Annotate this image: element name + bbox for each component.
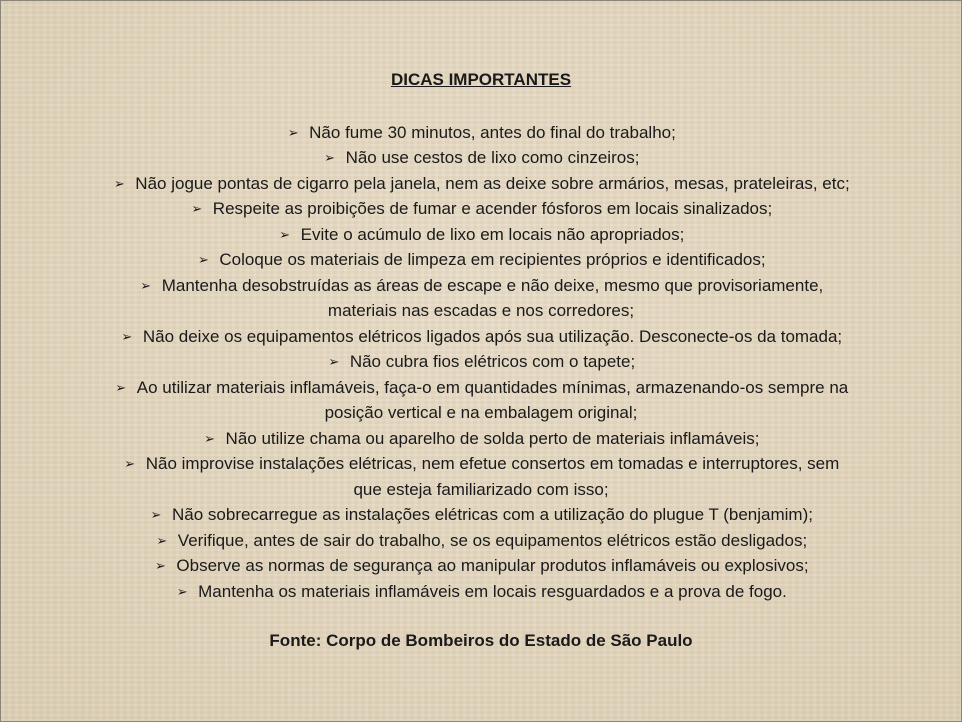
tip-item [41,247,921,273]
arrow-bullet-icon: ➢ [204,430,215,446]
arrow-bullet-icon: ➢ [150,507,162,522]
tip-text: Ao utilizar materiais inflamáveis, faça-o em quantidades mínimas, armazenando-os sempre na [136,377,849,397]
tips-list [41,120,921,605]
tip-item [41,375,921,426]
tip-item [41,579,921,605]
tip-text: Não cubra fios elétricos com o tapete; [349,352,636,371]
tip-item [41,222,921,248]
arrow-bullet-icon: ➢ [191,201,203,216]
arrow-bullet-icon: ➢ [115,379,127,395]
arrow-bullet-icon: ➢ [154,558,166,573]
tip-text: Não improvise instalações elétricas, nem efetue consertos em tomadas e interruptores, sem [145,454,840,473]
arrow-bullet-icon: ➢ [156,532,168,548]
tip-item [41,426,921,452]
arrow-bullet-icon: ➢ [140,277,152,293]
tip-text: Não use cestos de lixo como cinzeiros; [345,148,640,167]
tip-item [41,553,921,579]
tip-text: materiais nas escadas e nos corredores; [327,301,635,320]
tip-text: Observe as normas de segurança ao manipular produtos inflamáveis ou explosivos; [176,556,809,575]
tip-text: Não fume 30 minutos, antes do final do trabalho; [309,122,676,142]
tip-text: Não sobrecarregue as instalações elétricas com a utilização do plugue T (benjamim); [172,505,813,524]
tip-item [41,349,921,375]
tip-text: Não jogue pontas de cigarro pela janela, nem as deixe sobre armários, mesas, prateleiras, etc; [135,173,850,193]
tip-item [41,502,921,528]
tip-item [41,451,921,502]
arrow-bullet-icon: ➢ [279,226,291,242]
tip-text: Verifique, antes de sair do trabalho, se os equipamentos elétricos estão desligados; [177,530,808,550]
tip-text: Mantenha os materiais inflamáveis em locais resguardados e a prova de fogo. [198,581,787,601]
arrow-bullet-icon: ➢ [328,354,340,369]
tip-item [41,528,921,554]
tip-text: Não deixe os equipamentos elétricos ligados após sua utilização. Desconecte-os da tomada; [142,326,843,346]
tip-text: Mantenha desobstruídas as áreas de escape e não deixe, mesmo que provisoriamente, [161,275,824,295]
tip-text: Evite o acúmulo de lixo em locais não apropriados; [300,224,685,244]
tip-item [41,145,921,171]
content-area [41,67,921,654]
tip-text: posição vertical e na embalagem original; [324,403,638,422]
arrow-bullet-icon: ➢ [324,150,336,165]
tip-text: Respeite as proibições de fumar e acender fósforos em locais sinalizados; [212,199,773,218]
arrow-bullet-icon: ➢ [121,328,133,344]
tip-item [41,120,921,146]
arrow-bullet-icon: ➢ [176,583,188,599]
tip-item [41,324,921,350]
arrow-bullet-icon: ➢ [113,175,125,191]
tip-item [41,196,921,222]
tip-text: Não utilize chama ou aparelho de solda perto de materiais inflamáveis; [225,428,760,448]
tip-text: Coloque os materiais de limpeza em recipientes próprios e identificados; [219,250,766,269]
arrow-bullet-icon: ➢ [287,124,299,140]
tip-text: que esteja familiarizado com isso; [353,479,609,499]
document-title: DICAS IMPORTANTES [390,70,572,89]
tip-item [41,273,921,324]
arrow-bullet-icon: ➢ [124,456,136,471]
tip-item [41,171,921,197]
source-credit: Fonte: Corpo de Bombeiros do Estado de São Paulo [269,631,693,650]
arrow-bullet-icon: ➢ [197,252,209,267]
